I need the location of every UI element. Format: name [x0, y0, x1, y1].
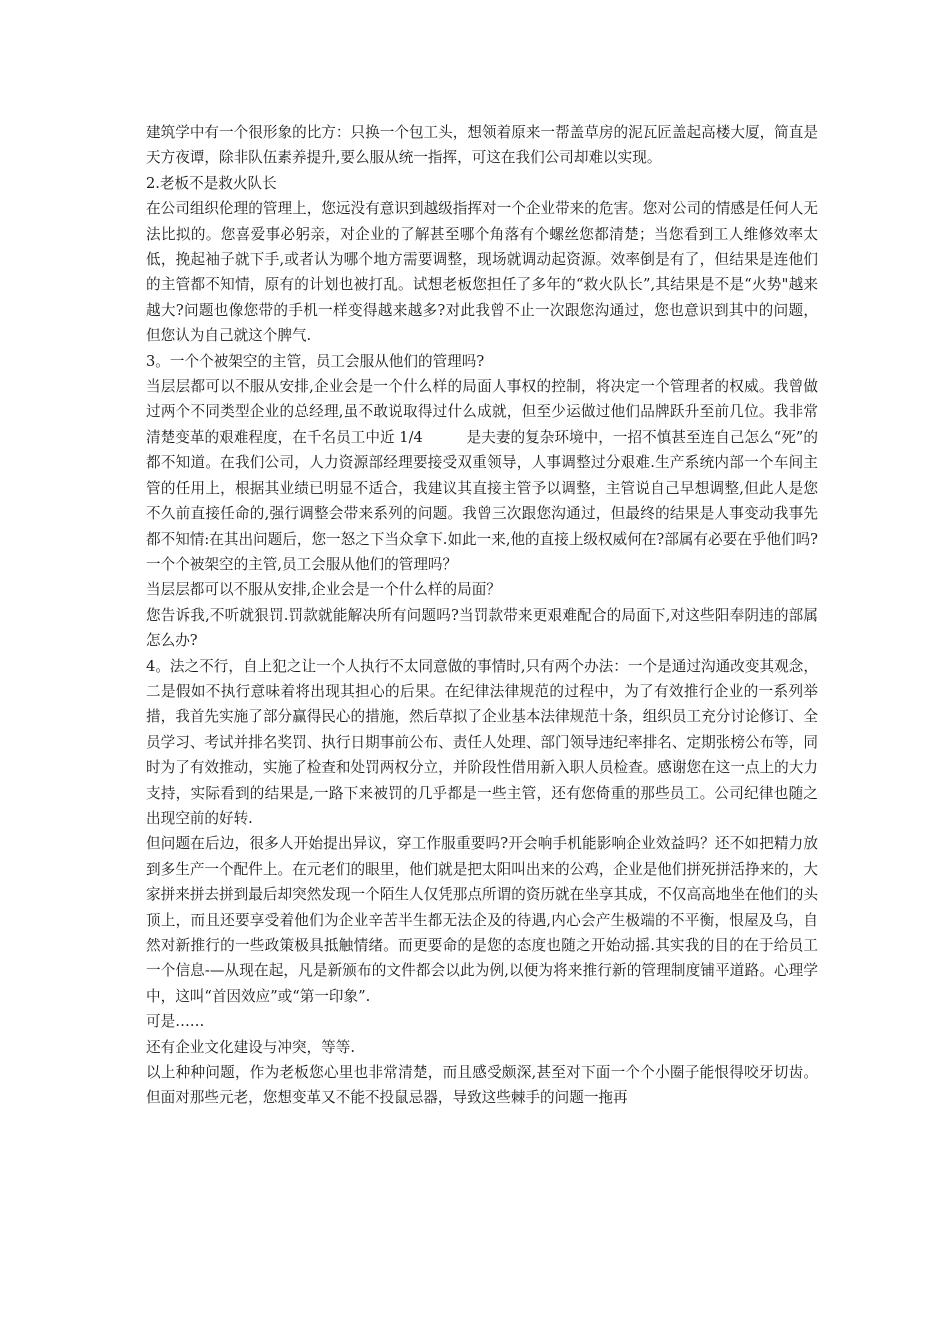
paragraph-overstep-command: 在公司组织伦理的管理上，您远没有意识到越级指挥对一个企业带来的危害。您对公司的情感是任何人无法比拟的。您喜爱事必躬亲，对企业的了解甚至哪个角落有个螺丝您都清楚；当您看到工人维修效率太低，挽起袖子就下手,或者认为哪个地方需要调整，现场就调动起资源。效率倒是有了，但结果是连他们的主管都不知情，原有的计划也被打乱。试想老板您担任了多年的“救火队长”,其结果是不是“火势"越来越大?问题也像您带的手机一样变得越来越多?对此我曾不止一次跟您沟通过，您也意识到其中的问题，但您认为自己就这个脾气.: [146, 200, 818, 345]
paragraph-section-4-discipline: 4。法之不行，自上犯之让一个人执行不太同意做的事情时,只有两个办法：一个是通过沟通改变其观念，二是假如不执行意味着将出现其担心的后果。在纪律法律规范的过程中，为了有效推行企业的一系列举措，我首先实施了部分赢得民心的措施，然后草拟了企业基本法律规范十条，组织员工充分讨论修订、全员学习、考试并排名奖罚、执行日期事前公布、责任人处理、部门领导违纪率排名、定期张榜公布等，同时为了有效推动，实施了检查和处罚两权分立，并阶段性借用新入职人员检查。感谢您在这一点上的大力支持，实际看到的结果是,一路下来被罚的几乎都是一些主管，还有您倚重的那些员工。公司纪律也随之出现空前的好转.: [146, 657, 818, 827]
paragraph-summary: 以上种种问题，作为老板您心里也非常清楚，而且感受颇深,甚至对下面一个个小圈子能恨得咬牙切齿。但面对那些元老，您想变革又不能不投鼠忌器，导致这些棘手的问题一拖再: [146, 1064, 818, 1107]
section-heading-2: 2.老板不是救火队长: [146, 174, 277, 192]
paragraph-personnel-control: 当层层都可以不服从安排,企业会是一个什么样的局面人事权的控制，将决定一个管理者的权威。我曾做过两个不同类型企业的总经理,虽不敢说取得过什么成就，但至少运做过他们品牌跃升至前几位。我非常清楚变革的艰难程度，在千名员工中近 1/4 是夫妻的复杂环境中，一招不慎甚至连自己怎么“死”的都不知道。在我们公司，人力资源部经理要接受双重领导，人事调整过分艰难.生产系统内部一个车间主管的任用上，根据其业绩已明显不适合，我建议其直接主管予以调整，主管说自己早想调整,但此人是您不久前直接任命的,强行调整会带来系列的问题。我曾三次跟您沟通过，但最终的结果是人事变动我事先都不知情:在其出问题后，您一怒之下当众拿下.如此一来,他的直接上级权威何在?部属有必要在乎他们吗?一个个被架空的主管,员工会服从他们的管理吗？: [146, 378, 818, 573]
paragraph-veterans-objection: 但问题在后边，很多人开始提出异议，穿工作服重要吗?开会响手机能影响企业效益吗？还不如把精力放到多生产一个配件上。在元老们的眼里，他们就是把太阳叫出来的公鸡，企业是他们拼死拼活挣来的，大家拼来拼去拼到最后却突然发现一个陌生人仅凭那点所谓的资历就在坐享其成，不仅高高地坐在他们的头顶上，而且还要享受着他们为企业辛苦半生都无法企及的待遇,内心会产生极端的不平衡，恨屋及乌，自然对新推行的一些政策极具抵触情绪。而更要命的是您的态度也随之开始动摇.其实我的目的在于给员工一个信息-—从现在起，凡是新颁布的文件都会以此为例,以便为将来推行新的管理制度铺平道路。心理学中，这叫“首因效应”或“第一印象”.: [146, 835, 818, 1005]
section-heading-3: 3。一个个被架空的主管，员工会服从他们的管理吗?: [146, 352, 485, 370]
document-body: [146, 120, 818, 1111]
paragraph-architecture-metaphor: 建筑学中有一个很形象的比方：只换一个包工头，想领着原来一帮盖草房的泥瓦匠盖起高楼大厦，简直是天方夜谭，除非队伍素养提升,要么服从统一指挥，可这在我们公司却难以实现。: [146, 124, 818, 167]
paragraph-however: 可是……: [146, 1013, 205, 1031]
paragraph-disobedience-question: 当层层都可以不服从安排,企业会是一个什么样的局面？: [146, 581, 501, 599]
paragraph-culture-conflict: 还有企业文化建设与冲突，等等.: [146, 1038, 355, 1056]
paragraph-penalty-question: 您告诉我,不听就狠罚.罚款就能解决所有问题吗?当罚款带来更艰难配合的局面下,对这些阳奉阴违的部属怎么办?: [146, 606, 818, 650]
